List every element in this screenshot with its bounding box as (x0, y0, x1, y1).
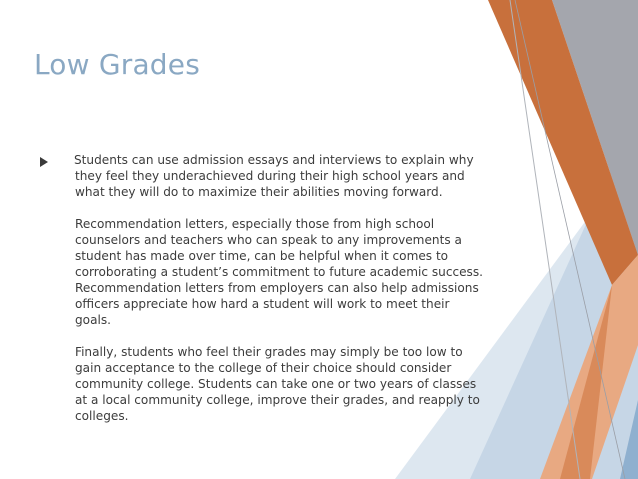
paragraph-3-line: Finally, students who feel their grades may simply be too low to (75, 345, 463, 359)
paragraph-2-line: Recommendation letters from employers can also help admissions (75, 281, 479, 295)
bullet-text (75, 152, 495, 424)
paragraph-2-line: officers appreciate how hard a student will work to meet their (75, 297, 450, 311)
bullet-arrow-icon (40, 157, 48, 167)
paragraph-2-line: corroborating a student’s commitment to future academic success. (75, 265, 483, 279)
paragraph-1-line: Students can use admission essays and interviews to explain why (74, 153, 474, 167)
paragraph-3-line: at a local community college, improve their grades, and reapply to (75, 393, 480, 407)
paragraph-2-line: counselors and teachers who can speak to any improvements a (75, 233, 462, 247)
paragraph-3-line: colleges. (75, 409, 129, 423)
paragraph-1-line: what they will do to maximize their abilities moving forward. (75, 185, 443, 199)
paragraph-3-line: gain acceptance to the college of their choice should consider (75, 361, 452, 375)
paragraph-2-line: Recommendation letters, especially those from high school (75, 217, 435, 231)
paragraph-2-line: student has made over time, can be helpful when it comes to (75, 249, 449, 263)
paragraph-3-line: community college. Students can take one or two years of classes (75, 377, 477, 391)
paragraph-1-line: they feel they underachieved during their high school years and (75, 169, 465, 183)
paragraph-2-line: goals. (75, 313, 111, 327)
slide-title: Low Grades (34, 48, 200, 81)
